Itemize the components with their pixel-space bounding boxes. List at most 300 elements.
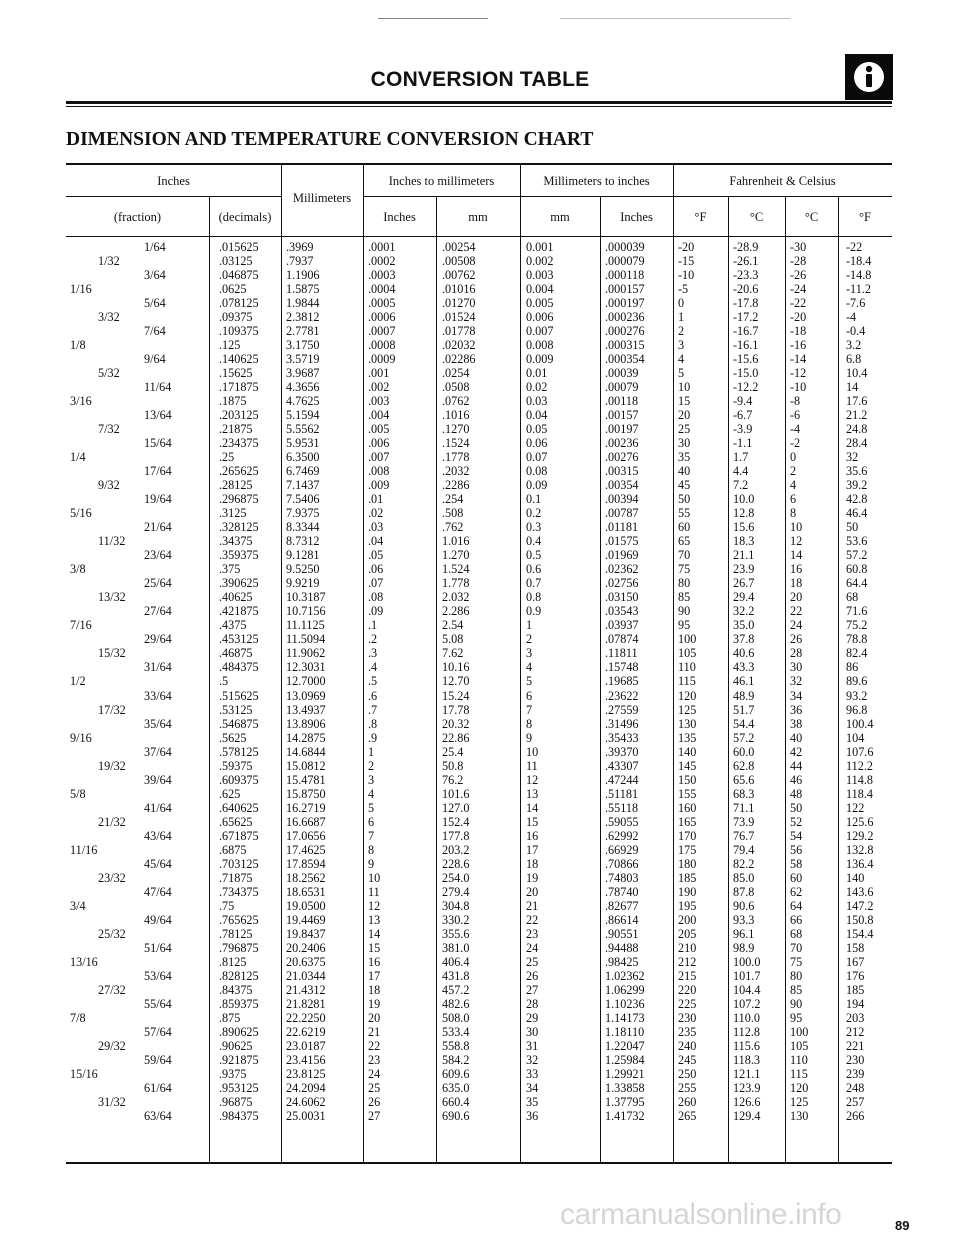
table-cell: 105 <box>678 646 697 661</box>
table-cell: .00762 <box>442 268 476 283</box>
table-cell: 482.6 <box>442 996 470 1011</box>
table-cell: 21 <box>526 898 539 913</box>
table-cell: .84375 <box>219 982 253 997</box>
table-cell: 39.2 <box>846 478 868 493</box>
table-cell: 8.3344 <box>286 520 320 535</box>
table-cell: 64.4 <box>846 576 868 591</box>
table-cell: .19685 <box>605 674 639 689</box>
header-subrule <box>66 196 281 197</box>
table-cell: 7.2 <box>733 478 749 493</box>
table-cell: .46875 <box>219 646 253 661</box>
table-cell: 75.2 <box>846 618 868 633</box>
table-cell: 73.9 <box>733 814 755 829</box>
table-cell: 20 <box>368 1010 381 1025</box>
table-cell: 1.016 <box>442 534 470 549</box>
table-cell: 2 <box>368 758 375 773</box>
table-cell: 16 <box>790 562 803 577</box>
table-cell: 68 <box>846 590 859 605</box>
subheader-decimals: (decimals) <box>218 210 272 224</box>
table-cell: .000315 <box>605 338 645 353</box>
table-cell: 0.5 <box>526 548 542 563</box>
scan-mark <box>378 18 488 19</box>
table-cell: 5/64 <box>144 296 166 311</box>
title-rule <box>66 101 892 104</box>
table-cell: 13 <box>368 912 381 927</box>
table-cell: 29/32 <box>98 1038 126 1053</box>
table-cell: 22 <box>526 912 539 927</box>
table-cell: 24.6062 <box>286 1094 326 1109</box>
table-cell: 27 <box>368 1108 381 1123</box>
table-cell: 3 <box>678 338 685 353</box>
table-cell: -8 <box>790 394 801 409</box>
subheader-fraction: (fraction) <box>113 210 162 224</box>
table-cell: 21.0344 <box>286 968 326 983</box>
table-cell: .00236 <box>605 436 639 451</box>
table-cell: 1.02362 <box>605 968 645 983</box>
table-cell: 3/4 <box>70 898 86 913</box>
table-cell: .00118 <box>605 394 639 409</box>
table-cell: 0.07 <box>526 450 548 465</box>
table-cell: 0.06 <box>526 436 548 451</box>
table-cell: 76.7 <box>733 828 755 843</box>
table-cell: 195 <box>678 898 697 913</box>
table-cell: .009 <box>368 478 390 493</box>
table-cell: 279.4 <box>442 884 470 899</box>
table-top-rule <box>66 163 892 165</box>
table-cell: 0.001 <box>526 240 554 254</box>
table-cell: 25.0031 <box>286 1108 326 1123</box>
table-cell: 11 <box>526 758 538 773</box>
table-cell: .6875 <box>219 842 247 857</box>
table-cell: 7/32 <box>98 422 120 437</box>
table-cell: .921875 <box>219 1052 259 1067</box>
table-cell: 57/64 <box>144 1024 172 1039</box>
table-cell: -14.8 <box>846 268 872 283</box>
table-cell: -6 <box>790 408 801 423</box>
table-cell: 32 <box>846 450 859 465</box>
table-cell: 635.0 <box>442 1080 470 1095</box>
table-cell: -10 <box>678 268 695 283</box>
table-cell: 10.0 <box>733 492 755 507</box>
table-cell: 24.8 <box>846 422 868 437</box>
table-cell: .09375 <box>219 310 253 325</box>
table-cell: -11.2 <box>846 282 871 297</box>
table-cell: 5 <box>678 366 685 381</box>
table-cell: -4 <box>790 422 801 437</box>
table-cell: .00315 <box>605 464 639 479</box>
table-cell: 13.4937 <box>286 702 326 717</box>
page-title: CONVERSION TABLE <box>370 68 590 91</box>
table-cell: .7 <box>368 702 378 717</box>
table-cell: .296875 <box>219 492 259 507</box>
table-cell: 150.8 <box>846 912 874 927</box>
table-cell: 30 <box>790 660 803 675</box>
table-cell: 230 <box>846 1052 865 1067</box>
decimals-column <box>219 240 259 1123</box>
table-cell: .03125 <box>219 254 253 269</box>
table-cell: 152.4 <box>442 814 470 829</box>
column-divider <box>600 197 601 1163</box>
table-cell: 25 <box>678 422 691 437</box>
table-cell: 26 <box>368 1094 381 1109</box>
table-cell: 2 <box>678 324 685 339</box>
table-cell: 96.1 <box>733 926 755 941</box>
table-cell: 120 <box>678 688 697 703</box>
table-cell: .171875 <box>219 380 259 395</box>
table-cell: 2 <box>526 632 533 647</box>
table-cell: 25/64 <box>144 576 172 591</box>
table-cell: -28 <box>790 254 807 269</box>
table-cell: 21/64 <box>144 520 172 535</box>
table-cell: 14 <box>846 380 859 395</box>
table-cell: .375 <box>219 562 241 577</box>
table-cell: 15/32 <box>98 646 126 661</box>
table-cell: 10 <box>678 380 691 395</box>
table-cell: -15.6 <box>733 352 759 367</box>
column-divider <box>520 164 521 1163</box>
table-cell: .508 <box>442 506 464 521</box>
table-cell: 110.0 <box>733 1010 760 1025</box>
subheader-fahrenheit: °F <box>859 210 871 224</box>
table-cell: .007 <box>368 450 390 465</box>
table-cell: 9.5250 <box>286 562 320 577</box>
table-cell: -30 <box>790 240 807 254</box>
table-cell: 23.9 <box>733 562 755 577</box>
table-cell: .4 <box>368 660 378 675</box>
table-cell: 31/64 <box>144 660 172 675</box>
table-cell: 112.8 <box>733 1024 760 1039</box>
table-cell: 50 <box>790 800 803 815</box>
table-cell: 2.54 <box>442 618 464 633</box>
table-cell: .00079 <box>605 380 639 395</box>
table-cell: 0.1 <box>526 492 542 507</box>
table-cell: 24 <box>526 940 539 955</box>
table-cell: 1.9844 <box>286 296 320 311</box>
table-cell: 23.8125 <box>286 1066 326 1081</box>
table-cell: 121.1 <box>733 1066 761 1081</box>
table-cell: 6.8 <box>846 352 862 367</box>
table-cell: 18 <box>368 982 381 997</box>
table-cell: .125 <box>219 338 241 353</box>
table-cell: .00354 <box>605 478 639 493</box>
table-cell: 50 <box>678 492 691 507</box>
header-millimeters: Millimeters <box>292 191 352 205</box>
table-cell: 51/64 <box>144 940 172 955</box>
table-cell: 17 <box>368 968 381 983</box>
table-cell: 12.70 <box>442 674 470 689</box>
table-cell: .03543 <box>605 604 639 619</box>
table-cell: 7/8 <box>70 1010 86 1025</box>
table-cell: 0.006 <box>526 310 554 325</box>
table-cell: 609.6 <box>442 1066 470 1081</box>
table-cell: 176 <box>846 968 865 983</box>
table-cell: 255 <box>678 1080 697 1095</box>
table-cell: -17.8 <box>733 296 759 311</box>
table-cell: 200 <box>678 912 697 927</box>
table-cell: 62.8 <box>733 758 755 773</box>
table-cell: 5 <box>368 800 375 815</box>
table-cell: .9375 <box>219 1066 247 1081</box>
table-cell: 55/64 <box>144 996 172 1011</box>
table-cell: 32 <box>790 674 803 689</box>
table-cell: .55118 <box>605 800 639 815</box>
table-cell: 93.2 <box>846 688 868 703</box>
table-cell: 3.2 <box>846 338 862 353</box>
table-cell: 15.8750 <box>286 786 326 801</box>
inches-to-mm-mm-column <box>442 240 476 1123</box>
table-cell: 34 <box>526 1080 539 1095</box>
column-divider <box>785 197 786 1163</box>
table-cell: 14.6844 <box>286 744 326 759</box>
table-cell: .96875 <box>219 1094 253 1109</box>
table-cell: 118.4 <box>846 786 873 801</box>
table-cell: .859375 <box>219 996 259 1011</box>
table-cell: .0003 <box>368 268 396 283</box>
table-cell: 4 <box>678 352 685 367</box>
table-cell: 101.7 <box>733 968 761 983</box>
table-cell: 0.09 <box>526 478 548 493</box>
table-cell: 185 <box>846 982 865 997</box>
table-cell: .0254 <box>442 366 470 381</box>
table-cell: 9 <box>526 730 533 745</box>
table-cell: 51.7 <box>733 702 755 717</box>
table-cell: 27/64 <box>144 604 172 619</box>
table-cell: 15.0812 <box>286 758 326 773</box>
table-cell: 257 <box>846 1094 865 1109</box>
table-cell: .47244 <box>605 772 639 787</box>
table-cell: 20.32 <box>442 716 470 731</box>
table-cell: .35433 <box>605 730 639 745</box>
table-cell: 19.4469 <box>286 912 326 927</box>
table-cell: .4375 <box>219 618 247 633</box>
table-cell: .75 <box>219 898 235 913</box>
table-cell: 98.9 <box>733 940 755 955</box>
table-cell: 0.3 <box>526 520 542 535</box>
table-cell: 123.9 <box>733 1080 761 1095</box>
table-cell: 47/64 <box>144 884 172 899</box>
table-cell: 12 <box>790 534 803 549</box>
table-cell: 2.286 <box>442 604 470 619</box>
table-cell: 8 <box>526 716 533 731</box>
table-cell: 3.1750 <box>286 338 320 353</box>
table-cell: 40.6 <box>733 646 755 661</box>
table-cell: 22.6219 <box>286 1024 326 1039</box>
table-cell: 5.9531 <box>286 436 320 451</box>
table-cell: 17.0656 <box>286 828 326 843</box>
table-cell: .82677 <box>605 898 639 913</box>
table-cell: 1 <box>678 310 685 325</box>
table-cell: 35 <box>678 450 691 465</box>
table-cell: .000276 <box>605 324 645 339</box>
table-cell: 55 <box>678 506 691 521</box>
table-cell: -1.1 <box>733 436 753 451</box>
table-cell: 0.8 <box>526 590 542 605</box>
table-cell: 6 <box>790 492 797 507</box>
table-cell: 115 <box>790 1066 808 1081</box>
table-cell: .390625 <box>219 576 259 591</box>
table-cell: 6.3500 <box>286 450 320 465</box>
mm-to-inches-mm-column <box>526 240 553 1123</box>
table-cell: 1/64 <box>144 240 166 254</box>
table-cell: .001 <box>368 366 390 381</box>
table-cell: 127.0 <box>442 800 470 815</box>
table-cell: 20.6375 <box>286 954 326 969</box>
table-cell: 59/64 <box>144 1052 172 1067</box>
table-cell: .15748 <box>605 660 639 675</box>
table-cell: 130 <box>678 716 697 731</box>
table-cell: 4 <box>368 786 375 801</box>
table-cell: .546875 <box>219 716 259 731</box>
table-cell: 5 <box>526 674 533 689</box>
table-cell: 112.2 <box>846 758 873 773</box>
table-cell: 46.4 <box>846 506 868 521</box>
table-cell: 130 <box>790 1108 809 1123</box>
table-cell: .0001 <box>368 240 396 254</box>
table-cell: .03 <box>368 520 384 535</box>
table-cell: 10.3187 <box>286 590 326 605</box>
table-cell: .078125 <box>219 296 259 311</box>
table-cell: 381.0 <box>442 940 470 955</box>
table-cell: 105 <box>790 1038 809 1053</box>
table-cell: .31496 <box>605 716 639 731</box>
table-cell: .78740 <box>605 884 639 899</box>
table-cell: 125 <box>790 1094 809 1109</box>
table-cell: 150 <box>678 772 697 787</box>
table-cell: -24 <box>790 282 807 297</box>
table-cell: 24 <box>790 618 803 633</box>
table-cell: 167 <box>846 954 865 969</box>
table-cell: 68.3 <box>733 786 755 801</box>
table-cell: 39/64 <box>144 772 172 787</box>
table-cell: .0009 <box>368 352 396 367</box>
table-cell: 24 <box>368 1066 381 1081</box>
table-cell: 35.0 <box>733 618 755 633</box>
table-cell: .515625 <box>219 688 259 703</box>
table-cell: 19/64 <box>144 492 172 507</box>
table-cell: 212 <box>846 1024 865 1039</box>
table-cell: 0.7 <box>526 576 542 591</box>
table-cell: -20.6 <box>733 282 759 297</box>
table-cell: 104 <box>846 730 865 745</box>
table-cell: 508.0 <box>442 1010 470 1025</box>
table-cell: .703125 <box>219 856 259 871</box>
table-cell: .1778 <box>442 450 470 465</box>
table-cell: 225 <box>678 996 697 1011</box>
table-cell: .640625 <box>219 800 259 815</box>
table-cell: 16.6687 <box>286 814 326 829</box>
table-cell: 54 <box>790 828 803 843</box>
table-cell: 6 <box>526 688 533 703</box>
table-cell: .2286 <box>442 478 470 493</box>
table-cell: 36 <box>790 702 803 717</box>
table-cell: -20 <box>678 240 695 254</box>
table-cell: 42.8 <box>846 492 868 507</box>
table-cell: .43307 <box>605 758 639 773</box>
table-cell: 1/2 <box>70 674 86 689</box>
table-cell: 95 <box>678 618 691 633</box>
table-cell: 23/32 <box>98 870 126 885</box>
table-cell: -10 <box>790 380 807 395</box>
table-cell: 60 <box>790 870 803 885</box>
table-cell: 53/64 <box>144 968 172 983</box>
table-cell: 85 <box>678 590 691 605</box>
table-cell: 250 <box>678 1066 697 1081</box>
table-cell: 3/64 <box>144 268 166 283</box>
subheader-inches: Inches <box>620 210 653 224</box>
table-cell: 18 <box>526 856 539 871</box>
table-cell: .762 <box>442 520 464 535</box>
table-cell: .9 <box>368 730 378 745</box>
table-cell: 248 <box>846 1080 865 1095</box>
table-cell: 1/8 <box>70 338 86 353</box>
column-divider <box>363 164 364 1163</box>
table-cell: 48 <box>790 786 803 801</box>
table-cell: .421875 <box>219 604 259 619</box>
table-cell: 49/64 <box>144 912 172 927</box>
table-cell: 1.18110 <box>605 1024 645 1039</box>
table-cell: 25.4 <box>442 744 464 759</box>
table-cell: 7 <box>526 702 533 717</box>
table-cell: 60.8 <box>846 562 868 577</box>
table-cell: 11/64 <box>144 380 172 395</box>
table-cell: 85 <box>790 982 803 997</box>
table-cell: .34375 <box>219 534 253 549</box>
table-cell: 100.4 <box>846 716 874 731</box>
table-cell: 129.2 <box>846 828 874 843</box>
table-cell: 1/4 <box>70 450 86 465</box>
table-cell: 140 <box>846 870 865 885</box>
table-cell: 58 <box>790 856 803 871</box>
table-cell: -3.9 <box>733 422 753 437</box>
table-cell: 0.9 <box>526 604 542 619</box>
table-cell: .09 <box>368 604 384 619</box>
table-cell: 0.03 <box>526 394 548 409</box>
table-cell: 6.7469 <box>286 464 320 479</box>
table-cell: .1875 <box>219 394 247 409</box>
table-cell: .008 <box>368 464 390 479</box>
table-cell: 0.6 <box>526 562 542 577</box>
table-cell: 115.6 <box>733 1038 760 1053</box>
table-cell: 107.2 <box>733 996 761 1011</box>
table-cell: 20 <box>790 590 803 605</box>
table-cell: .1524 <box>442 436 470 451</box>
table-cell: 24.2094 <box>286 1080 326 1095</box>
table-cell: -20 <box>790 310 807 325</box>
table-cell: 330.2 <box>442 912 470 927</box>
table-cell: .1 <box>368 618 378 633</box>
table-cell: 4.4 <box>733 464 749 479</box>
millimeters-column <box>286 240 326 1123</box>
table-cell: 260 <box>678 1094 697 1109</box>
table-cell: 155 <box>678 786 697 801</box>
table-cell: .00508 <box>442 254 476 269</box>
table-cell: 28 <box>526 996 539 1011</box>
table-cell: 32 <box>526 1052 539 1067</box>
table-cell: -0.4 <box>846 324 866 339</box>
table-cell: 175 <box>678 842 697 857</box>
table-cell: .01 <box>368 492 384 507</box>
table-cell: 90 <box>790 996 803 1011</box>
table-cell: .04 <box>368 534 384 549</box>
table-cell: .046875 <box>219 268 259 283</box>
table-cell: 0.01 <box>526 366 548 381</box>
table-cell: 533.4 <box>442 1024 470 1039</box>
table-cell: 0 <box>790 450 797 465</box>
table-cell: 304.8 <box>442 898 470 913</box>
table-cell: 19.8437 <box>286 926 326 941</box>
table-cell: 71.1 <box>733 800 755 815</box>
table-cell: 9/16 <box>70 730 92 745</box>
